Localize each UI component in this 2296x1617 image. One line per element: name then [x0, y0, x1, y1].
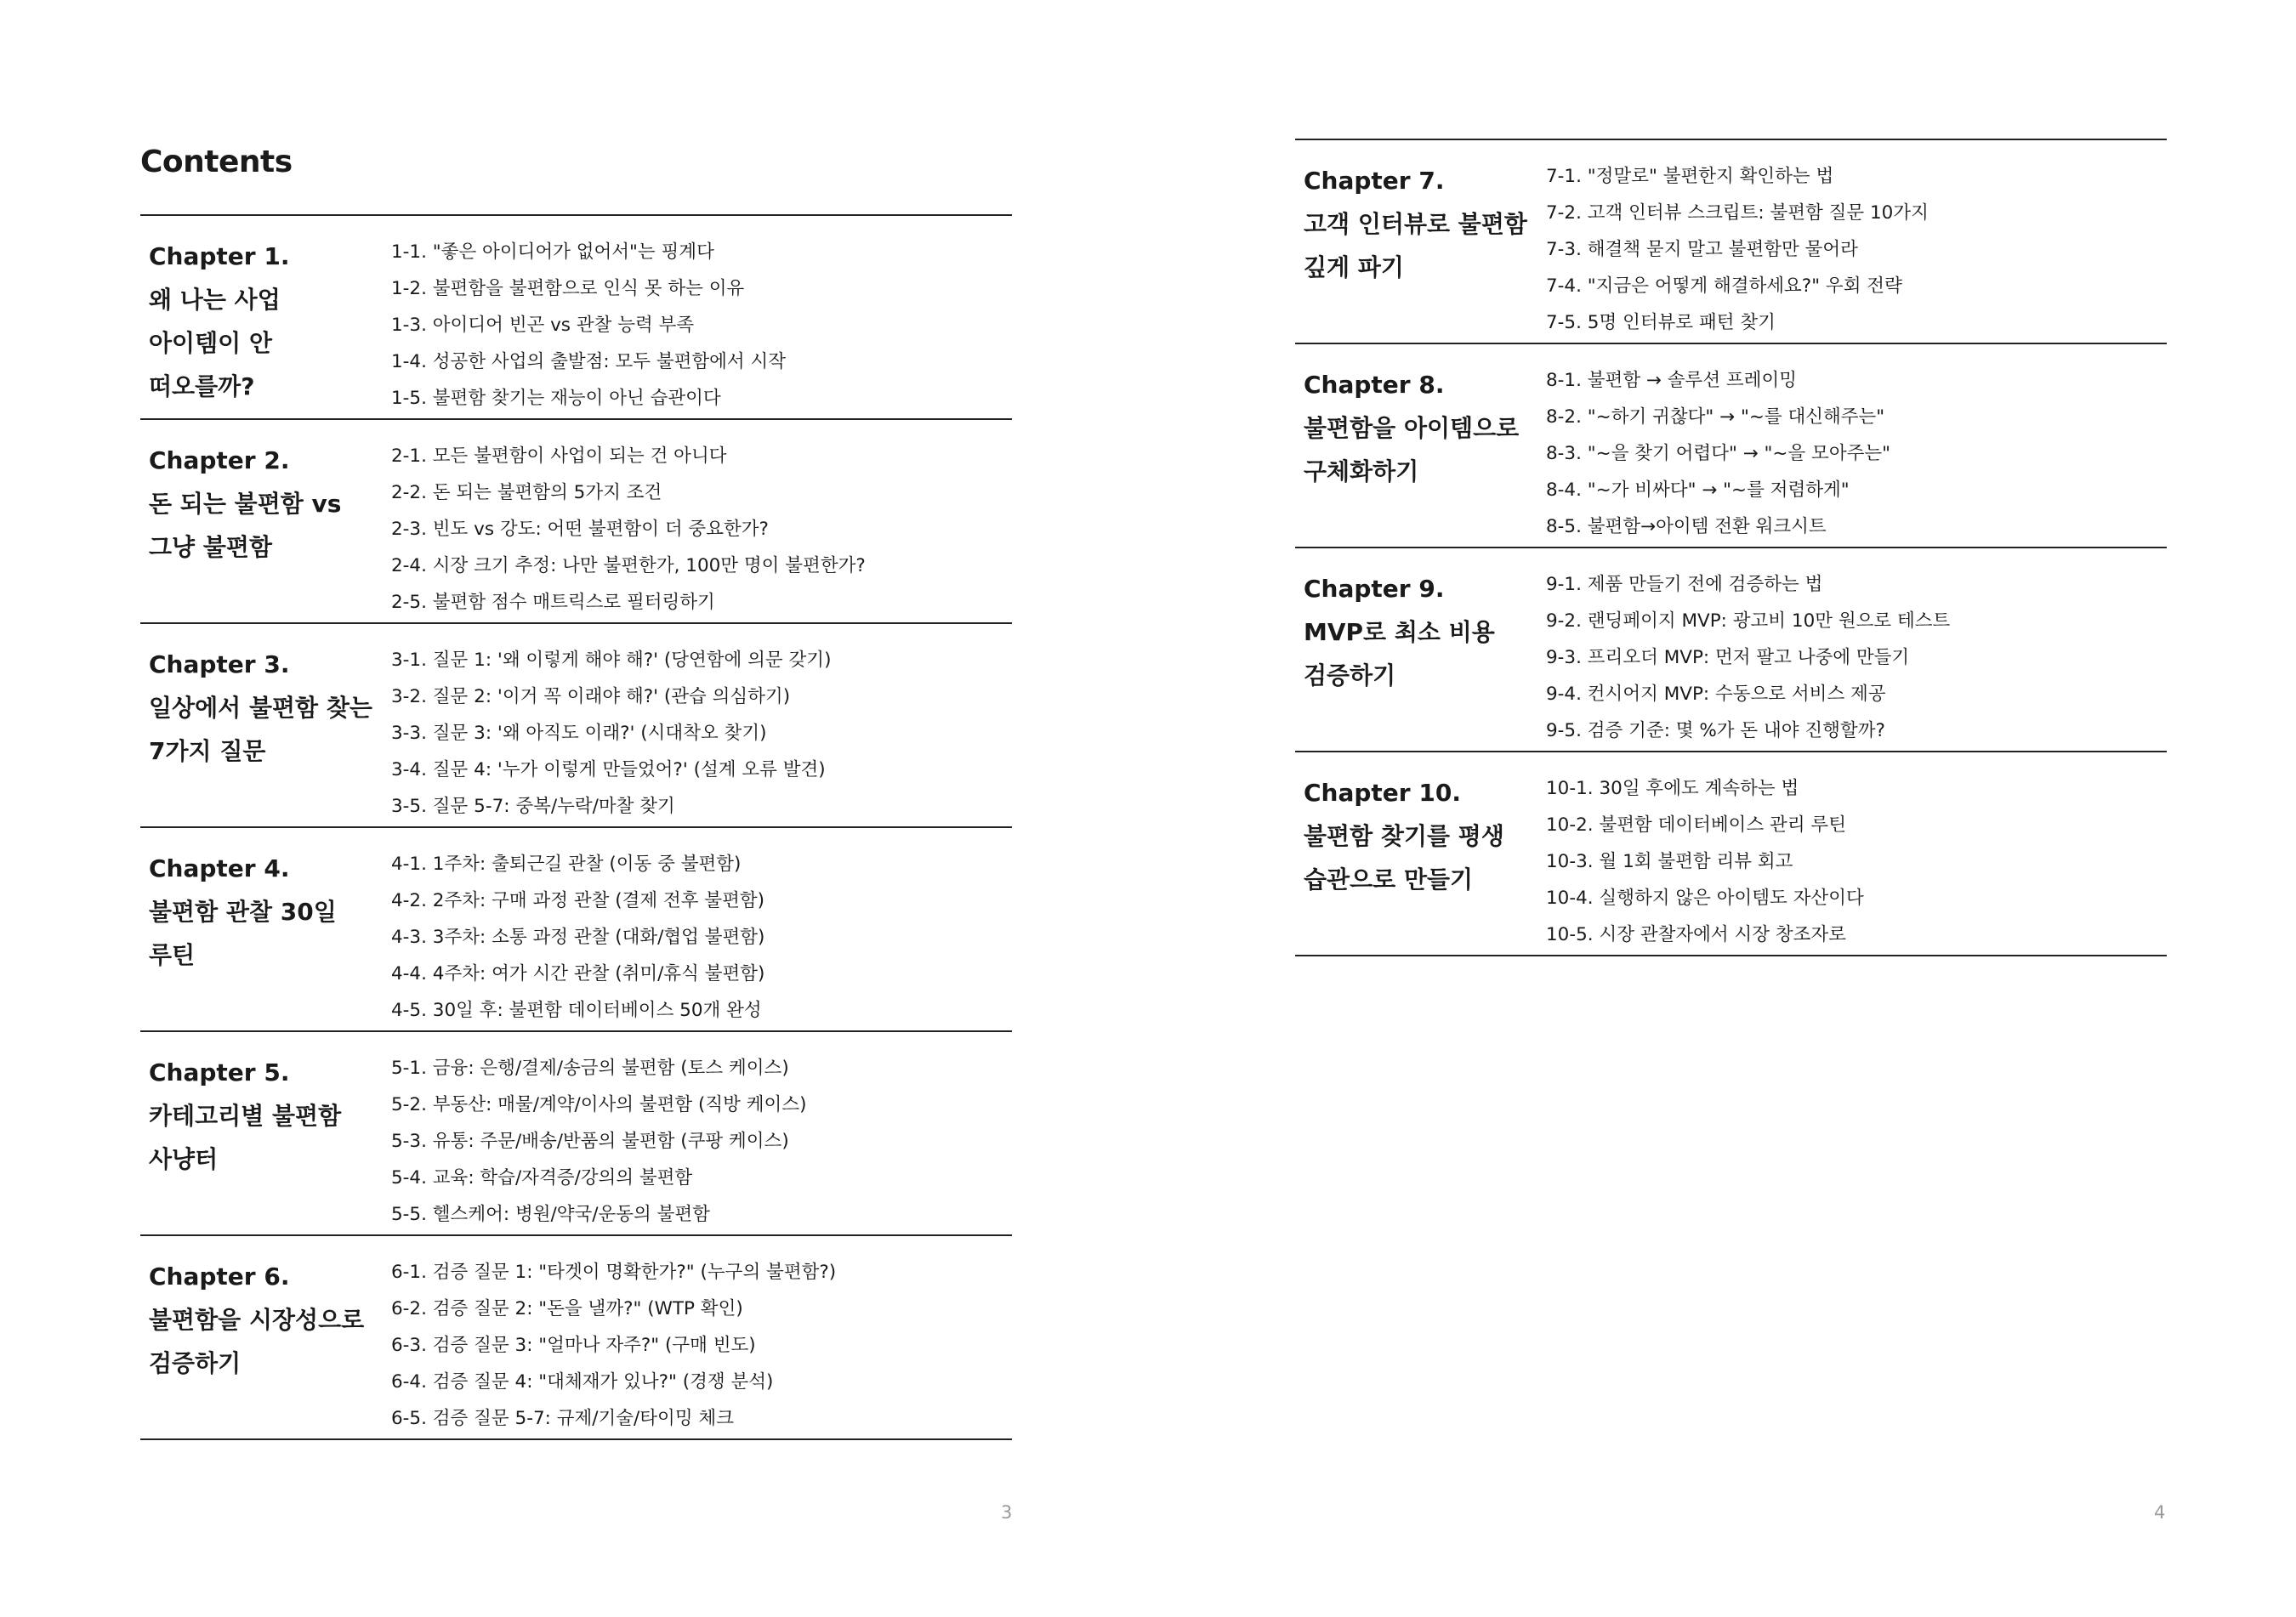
section-list [391, 1254, 836, 1437]
section-item: 7-5. 5명 인터뷰로 패턴 찾기 [1546, 312, 1776, 333]
chapter-title: 고객 인터뷰로 불편함 깊게 파기 [1304, 210, 1527, 281]
chapter-title: 불편함 관찰 30일 루틴 [149, 898, 337, 969]
section-item: 7-4. "지금은 어떻게 해결하세요?" 우회 전략 [1546, 275, 1902, 297]
section-item: 10-2. 불편함 데이터베이스 관리 루틴 [1546, 814, 1846, 836]
section-item: 1-4. 성공한 사업의 출발점: 모두 불편함에서 시작 [391, 351, 787, 372]
chapter-title: 불편함 찾기를 평생 습관으로 만들기 [1304, 822, 1504, 894]
section-item: 6-4. 검증 질문 4: "대체재가 있나?" (경쟁 분석) [391, 1371, 774, 1393]
chapter-label: Chapter 7. [1304, 167, 1445, 195]
chapter-label: Chapter 3. [149, 650, 290, 678]
chapter-block [140, 420, 1012, 624]
section-item: 3-1. 질문 1: '왜 이렇게 해야 해?' (당연함에 의문 갖기) [391, 650, 832, 671]
chapter-title: 왜 나는 사업 아이템이 안 떠오를까? [149, 286, 281, 400]
chapter-heading [149, 439, 378, 569]
section-item: 10-5. 시장 관찰자에서 시장 창조자로 [1546, 924, 1846, 945]
section-item: 3-4. 질문 4: '누가 이렇게 만들었어?' (설계 오류 발견) [391, 759, 826, 780]
section-list [391, 642, 831, 825]
chapter-title: 돈 되는 불편함 vs 그냥 불편함 [149, 490, 342, 561]
chapter-heading [149, 643, 378, 773]
contents-title: Contents [140, 145, 293, 179]
section-item: 5-2. 부동산: 매물/계약/이사의 불편함 (직방 케이스) [391, 1094, 807, 1115]
section-item: 10-1. 30일 후에도 계속하는 법 [1546, 778, 1799, 799]
section-item: 3-2. 질문 2: '이거 꼭 이래야 해?' (관습 의심하기) [391, 686, 791, 707]
section-item: 9-3. 프리오더 MVP: 먼저 팔고 나중에 만들기 [1546, 647, 1910, 668]
chapter-block [1295, 344, 2167, 548]
section-list [1546, 770, 1864, 953]
section-item: 3-5. 질문 5-7: 중복/누락/마찰 찾기 [391, 796, 675, 817]
chapter-block [1295, 752, 2167, 956]
section-item: 5-3. 유통: 주문/배송/반품의 불편함 (쿠팡 케이스) [391, 1131, 789, 1152]
section-item: 5-1. 금융: 은행/결제/송금의 불편함 (토스 케이스) [391, 1058, 789, 1079]
chapter-label: Chapter 5. [149, 1058, 290, 1087]
section-item: 2-4. 시장 크기 추정: 나만 불편한가, 100만 명이 불편한가? [391, 555, 866, 576]
chapter-heading [149, 1051, 378, 1181]
section-item: 10-3. 월 1회 불편함 리뷰 회고 [1546, 851, 1793, 872]
section-list [391, 234, 786, 417]
section-item: 8-2. "~하기 귀찮다" → "~를 대신해주는" [1546, 406, 1885, 428]
chapter-title: 불편함을 아이템으로 구체화하기 [1304, 414, 1520, 485]
section-item: 9-1. 제품 만들기 전에 검증하는 법 [1546, 574, 1823, 595]
section-item: 1-2. 불편함을 불편함으로 인식 못 하는 이유 [391, 278, 745, 299]
chapter-heading [149, 1255, 378, 1385]
chapter-heading [149, 847, 378, 977]
section-list [1546, 158, 1929, 341]
chapter-title: MVP로 최소 비용 검증하기 [1304, 618, 1495, 689]
section-item: 8-1. 불편함 → 솔루션 프레이밍 [1546, 370, 1797, 391]
section-item: 6-2. 검증 질문 2: "돈을 낼까?" (WTP 확인) [391, 1298, 743, 1319]
right-page [1148, 0, 2296, 1617]
chapter-label: Chapter 10. [1304, 779, 1461, 807]
chapter-title: 불편함을 시장성으로 검증하기 [149, 1306, 365, 1377]
section-item: 3-3. 질문 3: '왜 아직도 이래?' (시대착오 찾기) [391, 723, 767, 744]
section-item: 2-2. 돈 되는 불편함의 5가지 조건 [391, 482, 662, 503]
chapter-block [1295, 140, 2167, 344]
chapter-block [1295, 548, 2167, 752]
section-item: 9-2. 랜딩페이지 MVP: 광고비 10만 원으로 테스트 [1546, 610, 1951, 632]
section-item: 8-5. 불편함→아이템 전환 워크시트 [1546, 516, 1827, 537]
chapter-label: Chapter 9. [1304, 575, 1445, 603]
section-list [391, 1050, 806, 1233]
section-item: 4-3. 3주차: 소통 과정 관찰 (대화/협업 불편함) [391, 927, 765, 948]
section-item: 2-3. 빈도 vs 강도: 어떤 불편함이 더 중요한가? [391, 519, 769, 540]
section-list [1546, 362, 1890, 545]
section-item: 7-2. 고객 인터뷰 스크립트: 불편함 질문 10가지 [1546, 202, 1929, 224]
chapter-heading [1304, 363, 1533, 493]
section-item: 8-4. "~가 비싸다" → "~를 저렴하게" [1546, 479, 1850, 501]
section-item: 4-1. 1주차: 출퇴근길 관찰 (이동 중 불편함) [391, 854, 742, 875]
section-item: 1-5. 불편함 찾기는 재능이 아닌 습관이다 [391, 388, 721, 409]
section-list [391, 438, 866, 621]
section-item: 6-5. 검증 질문 5-7: 규제/기술/타이밍 체크 [391, 1408, 734, 1429]
section-item: 5-5. 헬스케어: 병원/약국/운동의 불편함 [391, 1204, 710, 1225]
chapter-title: 일상에서 불편함 찾는 7가지 질문 [149, 694, 372, 765]
section-item: 4-5. 30일 후: 불편함 데이터베이스 50개 완성 [391, 1000, 762, 1021]
chapter-block [140, 828, 1012, 1032]
chapter-title: 카테고리별 불편함 사냥터 [149, 1102, 342, 1173]
section-item: 10-4. 실행하지 않은 아이템도 자산이다 [1546, 888, 1864, 909]
section-item: 2-5. 불편함 점수 매트릭스로 필터링하기 [391, 592, 715, 613]
chapter-block [140, 1236, 1012, 1440]
section-item: 4-2. 2주차: 구매 과정 관찰 (결제 전후 불편함) [391, 890, 765, 911]
section-item: 4-4. 4주차: 여가 시간 관찰 (취미/휴식 불편함) [391, 963, 765, 984]
chapter-heading [1304, 567, 1533, 697]
section-item: 2-1. 모든 불편함이 사업이 되는 건 아니다 [391, 445, 727, 467]
table-of-contents-right [1295, 139, 2167, 956]
chapter-label: Chapter 2. [149, 446, 290, 474]
section-item: 7-1. "정말로" 불편한지 확인하는 법 [1546, 166, 1834, 187]
chapter-heading [149, 235, 378, 408]
page-number: 4 [2154, 1502, 2166, 1523]
chapter-block [140, 216, 1012, 420]
section-list [391, 846, 764, 1029]
chapter-label: Chapter 1. [149, 242, 290, 270]
chapter-label: Chapter 4. [149, 854, 290, 882]
section-item: 6-1. 검증 질문 1: "타겟이 명확한가?" (누구의 불편함?) [391, 1262, 837, 1283]
chapter-label: Chapter 6. [149, 1262, 290, 1291]
section-item: 6-3. 검증 질문 3: "얼마나 자주?" (구매 빈도) [391, 1335, 756, 1356]
chapter-block [140, 624, 1012, 828]
table-of-contents-left [140, 214, 1012, 1440]
section-item: 1-3. 아이디어 빈곤 vs 관찰 능력 부족 [391, 315, 695, 336]
chapter-block [140, 1032, 1012, 1236]
section-item: 8-3. "~을 찾기 어렵다" → "~을 모아주는" [1546, 443, 1891, 464]
section-list [1546, 566, 1950, 749]
section-item: 9-4. 컨시어지 MVP: 수동으로 서비스 제공 [1546, 684, 1886, 705]
section-item: 1-1. "좋은 아이디어가 없어서"는 핑계다 [391, 241, 714, 263]
chapter-heading [1304, 159, 1533, 289]
chapter-heading [1304, 771, 1533, 901]
chapter-label: Chapter 8. [1304, 371, 1445, 399]
section-item: 5-4. 교육: 학습/자격증/강의의 불편함 [391, 1167, 693, 1189]
section-item: 7-3. 해결책 묻지 말고 불편함만 물어라 [1546, 239, 1858, 260]
page-number: 3 [1001, 1502, 1013, 1523]
section-item: 9-5. 검증 기준: 몇 %가 돈 내야 진행할까? [1546, 720, 1885, 741]
